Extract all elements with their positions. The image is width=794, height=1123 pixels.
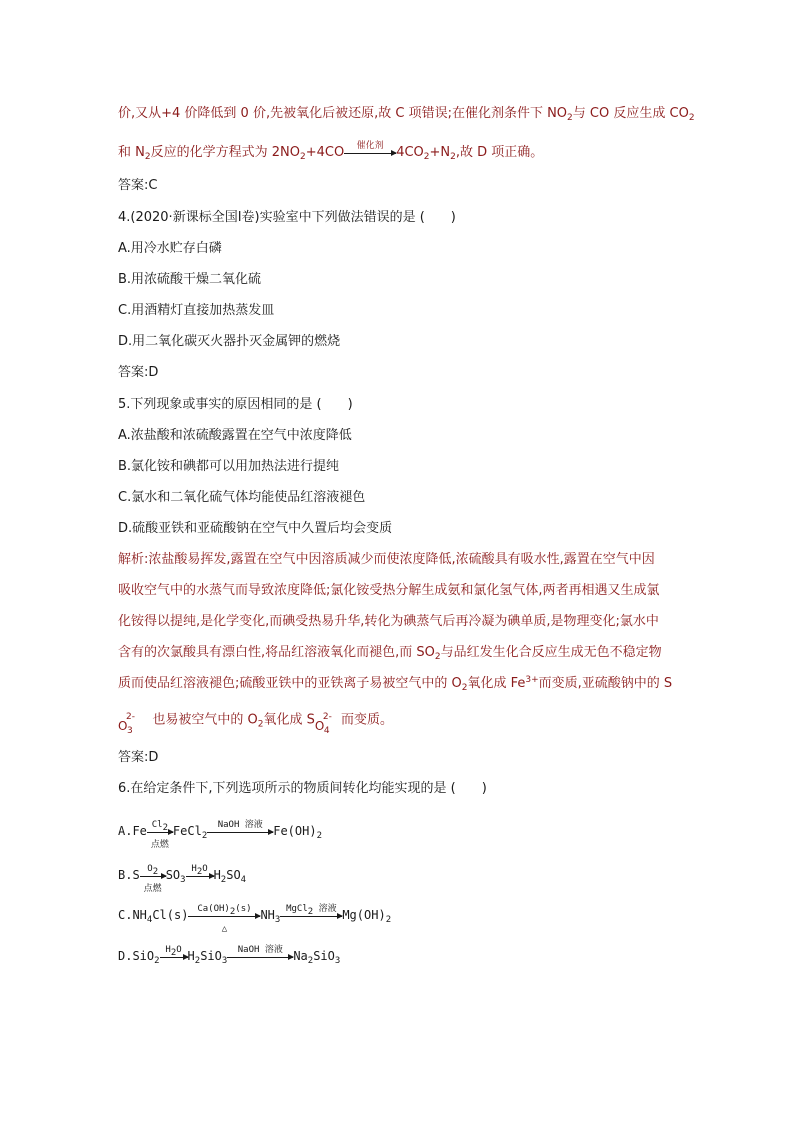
- q4-stem: 4.(2020·新课标全国Ⅰ卷)实验室中下列做法错误的是 ( ): [118, 210, 456, 225]
- q6-stem: 6.在给定条件下,下列选项所示的物质间转化均能实现的是 ( ): [118, 781, 487, 796]
- explanation-line-2: 和 $N_2$反应的化学方程式为 $2NO_2+4CO$ 催化剂 $4CO_2+N_2$,故 D 项正确。: [118, 141, 544, 162]
- q5-analysis-line-1: 解析:浓盐酸易挥发,露置在空气中因溶质减少而使浓度降低,浓硫酸具有吸水性,露置在空气中因: [118, 552, 655, 567]
- q5-stem: 5.下列现象或事实的原因相同的是 ( ): [118, 397, 353, 412]
- sulfate-ion: O 2- 4: [314, 712, 332, 736]
- q6-option-c: $C.NH_4Cl(s)$ $Ca(OH)_2(s)$ △ $NH_3$ MgCl$_2$ 溶液 $Mg(OH)_2$: [118, 904, 392, 934]
- sulfite-ion: O 2- 3: [118, 712, 135, 736]
- q3-answer: 答案:C: [118, 178, 158, 193]
- q4-option-c: C.用酒精灯直接加热蒸发皿: [118, 303, 275, 318]
- q5-option-a: A.浓盐酸和浓硫酸露置在空气中浓度降低: [118, 428, 352, 443]
- q5-analysis-line-4: 含有的次氯酸具有漂白性,将品红溶液氧化而褪色,而 $SO_2$与品红发生化合反应生成无色不稳定物: [118, 645, 662, 662]
- q5-analysis-line-3: 化铵得以提纯,是化学变化,而碘受热易升华,转化为碘蒸气后再冷凝为碘单质,是物理变化;氯水中: [118, 614, 659, 629]
- q6-option-d: D.SiO$_2$ $H_2O$ $H_2SiO_3$ NaOH 溶液 $Na_2SiO_3$: [118, 945, 341, 966]
- q5-option-b: B.氯化铵和碘都可以用加热法进行提纯: [118, 459, 340, 474]
- q4-option-b: B.用浓硫酸干燥二氧化硫: [118, 272, 262, 287]
- q5-analysis-line-6: O 2- 3 也易被空气中的 $O_2$氧化成 S O 2- 4 而变质。: [118, 712, 394, 736]
- q4-option-a: A.用冷水贮存白磷: [118, 241, 222, 256]
- q4-answer: 答案:D: [118, 365, 159, 380]
- q5-analysis-line-5: 质而使品红溶液褪色;硫酸亚铁中的亚铁离子易被空气中的 $O_2$氧化成 $Fe^{3+}$而变质,亚硫酸钠中的 S: [118, 675, 673, 693]
- q5-option-d: D.硫酸亚铁和亚硫酸钠在空气中久置后均会变质: [118, 521, 393, 536]
- q5-analysis-line-2: 吸收空气中的水蒸气而导致浓度降低;氯化铵受热分解生成氨和氯化氢气体,两者再相遇又生成氯: [118, 583, 660, 598]
- catalyst-arrow: 催化剂: [344, 152, 396, 153]
- q5-option-c: C.氯水和二氧化硫气体均能使品红溶液褪色: [118, 490, 366, 505]
- q6-option-a: A.Fe $Cl_2$ 点燃 FeCl$_2$ NaOH 溶液 $Fe(OH)_2$: [118, 820, 323, 850]
- explanation-line-1: 价,又从+4 价降低到 0 价,先被氧化后被还原,故 C 项错误;在催化剂条件下 $NO_2$与 CO 反应生成 $CO_2$: [118, 106, 695, 123]
- q6-option-b: B.S $O_2$ 点燃 $SO_3$ $H_2O$ $H_2SO_4$: [118, 864, 247, 894]
- q5-answer: 答案:D: [118, 750, 159, 765]
- q4-option-d: D.用二氧化碳灭火器扑灭金属钾的燃烧: [118, 334, 341, 349]
